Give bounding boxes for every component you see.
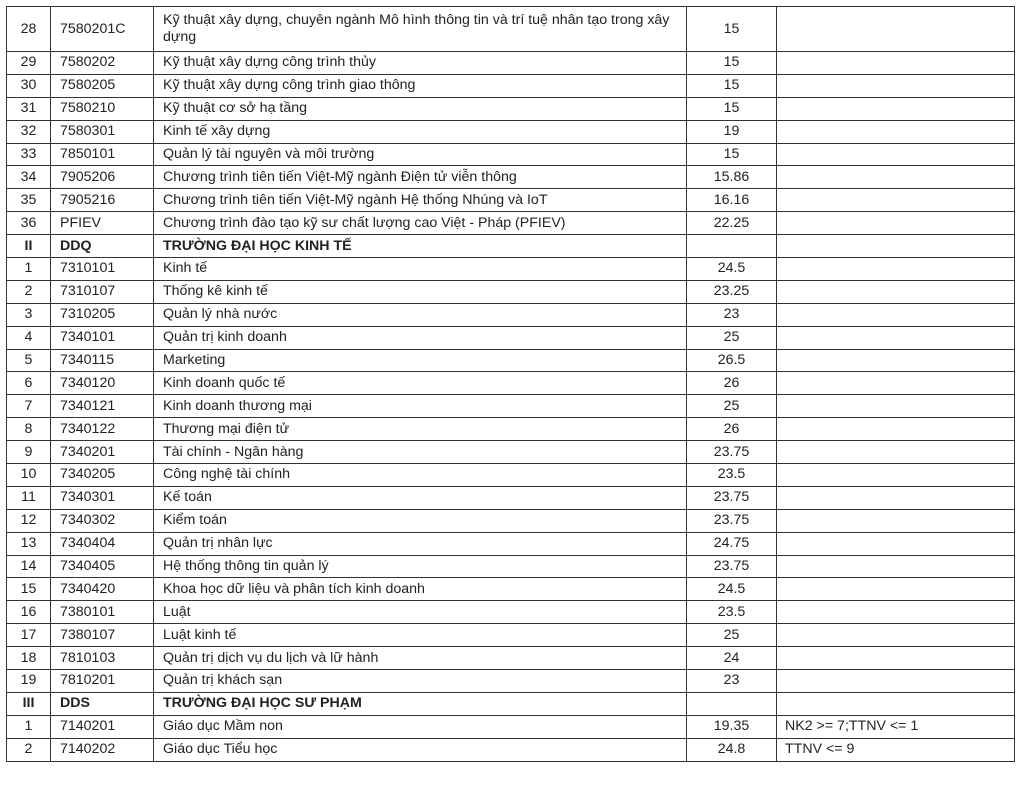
cutoff-score-cell: 24.75 bbox=[687, 532, 777, 555]
table-row bbox=[7, 326, 1015, 349]
note-cell bbox=[777, 120, 1015, 143]
major-name-cell: Kinh doanh thương mại bbox=[154, 395, 687, 418]
cutoff-score-cell: 26 bbox=[687, 418, 777, 441]
major-code-cell: 7340302 bbox=[51, 509, 154, 532]
cutoff-score-cell: 15 bbox=[687, 97, 777, 120]
admission-scores-document bbox=[6, 6, 1015, 762]
major-name-cell: Kế toán bbox=[154, 486, 687, 509]
major-code-cell: 7340405 bbox=[51, 555, 154, 578]
cutoff-score-cell: 23.5 bbox=[687, 464, 777, 487]
major-name-cell: Hệ thống thông tin quản lý bbox=[154, 555, 687, 578]
major-name-cell: Thương mại điện tử bbox=[154, 418, 687, 441]
cutoff-score-cell: 24.5 bbox=[687, 258, 777, 281]
cutoff-score-cell: 24.8 bbox=[687, 738, 777, 761]
table-row bbox=[7, 578, 1015, 601]
major-name-cell: Luật kinh tế bbox=[154, 624, 687, 647]
table-row bbox=[7, 74, 1015, 97]
major-code-cell: 7340404 bbox=[51, 532, 154, 555]
note-cell bbox=[777, 395, 1015, 418]
note-cell bbox=[777, 280, 1015, 303]
row-number-cell: 3 bbox=[7, 303, 51, 326]
major-code-cell: 7340301 bbox=[51, 486, 154, 509]
note-cell bbox=[777, 578, 1015, 601]
cutoff-score-cell: 15.86 bbox=[687, 166, 777, 189]
major-name-cell: Quản trị kinh doanh bbox=[154, 326, 687, 349]
major-name-cell: Quản lý tài nguyên và môi trường bbox=[154, 143, 687, 166]
major-name-cell: Chương trình tiên tiến Việt-Mỹ ngành Hệ thống Nhúng và IoT bbox=[154, 189, 687, 212]
major-code-cell: 7580210 bbox=[51, 97, 154, 120]
row-number-cell: 14 bbox=[7, 555, 51, 578]
cutoff-score-cell: 22.25 bbox=[687, 212, 777, 235]
note-cell bbox=[777, 74, 1015, 97]
major-name-cell: Giáo dục Tiểu học bbox=[154, 738, 687, 761]
admission-scores-table bbox=[6, 6, 1015, 762]
note-cell bbox=[777, 555, 1015, 578]
major-name-cell: Luật bbox=[154, 601, 687, 624]
major-code-cell: 7380101 bbox=[51, 601, 154, 624]
row-number-cell: 2 bbox=[7, 738, 51, 761]
note-cell: NK2 >= 7;TTNV <= 1 bbox=[777, 715, 1015, 738]
major-name-cell: Kinh doanh quốc tế bbox=[154, 372, 687, 395]
major-code-cell: 7810103 bbox=[51, 647, 154, 670]
note-cell bbox=[777, 97, 1015, 120]
table-row bbox=[7, 7, 1015, 52]
major-name-cell: Quản trị khách sạn bbox=[154, 670, 687, 693]
note-cell bbox=[777, 258, 1015, 281]
note-cell bbox=[777, 303, 1015, 326]
section-header-row bbox=[7, 692, 1015, 715]
cutoff-score-cell bbox=[687, 235, 777, 258]
table-row bbox=[7, 120, 1015, 143]
row-number-cell: II bbox=[7, 235, 51, 258]
row-number-cell: 1 bbox=[7, 715, 51, 738]
table-body bbox=[7, 7, 1015, 762]
row-number-cell: 30 bbox=[7, 74, 51, 97]
major-code-cell: 7310107 bbox=[51, 280, 154, 303]
note-cell bbox=[777, 52, 1015, 75]
cutoff-score-cell: 15 bbox=[687, 7, 777, 52]
note-cell bbox=[777, 7, 1015, 52]
note-cell bbox=[777, 372, 1015, 395]
row-number-cell: 15 bbox=[7, 578, 51, 601]
table-row bbox=[7, 486, 1015, 509]
cutoff-score-cell: 24.5 bbox=[687, 578, 777, 601]
major-code-cell: 7340115 bbox=[51, 349, 154, 372]
major-name-cell: Khoa học dữ liệu và phân tích kinh doanh bbox=[154, 578, 687, 601]
table-row bbox=[7, 166, 1015, 189]
major-code-cell: 7340120 bbox=[51, 372, 154, 395]
note-cell bbox=[777, 326, 1015, 349]
major-code-cell: 7380107 bbox=[51, 624, 154, 647]
table-row bbox=[7, 532, 1015, 555]
row-number-cell: 1 bbox=[7, 258, 51, 281]
cutoff-score-cell: 23 bbox=[687, 303, 777, 326]
table-row bbox=[7, 509, 1015, 532]
row-number-cell: 12 bbox=[7, 509, 51, 532]
major-code-cell: 7310205 bbox=[51, 303, 154, 326]
major-code-cell: 7905206 bbox=[51, 166, 154, 189]
row-number-cell: 18 bbox=[7, 647, 51, 670]
note-cell bbox=[777, 441, 1015, 464]
major-name-cell: Giáo dục Mầm non bbox=[154, 715, 687, 738]
table-row bbox=[7, 738, 1015, 761]
major-code-cell: 7580205 bbox=[51, 74, 154, 97]
table-row bbox=[7, 715, 1015, 738]
note-cell bbox=[777, 166, 1015, 189]
table-row bbox=[7, 258, 1015, 281]
major-code-cell: 7140201 bbox=[51, 715, 154, 738]
cutoff-score-cell: 19 bbox=[687, 120, 777, 143]
major-name-cell: TRƯỜNG ĐẠI HỌC KINH TẾ bbox=[154, 235, 687, 258]
major-code-cell: 7580201C bbox=[51, 7, 154, 52]
major-name-cell: Kỹ thuật xây dựng, chuyên ngành Mô hình thông tin và trí tuệ nhân tạo trong xây dựng bbox=[154, 7, 687, 52]
major-code-cell: 7850101 bbox=[51, 143, 154, 166]
row-number-cell: 36 bbox=[7, 212, 51, 235]
table-row bbox=[7, 189, 1015, 212]
table-row bbox=[7, 418, 1015, 441]
row-number-cell: 31 bbox=[7, 97, 51, 120]
note-cell bbox=[777, 509, 1015, 532]
major-name-cell: Công nghệ tài chính bbox=[154, 464, 687, 487]
row-number-cell: 29 bbox=[7, 52, 51, 75]
row-number-cell: 16 bbox=[7, 601, 51, 624]
row-number-cell: 11 bbox=[7, 486, 51, 509]
row-number-cell: 34 bbox=[7, 166, 51, 189]
note-cell bbox=[777, 670, 1015, 693]
row-number-cell: 32 bbox=[7, 120, 51, 143]
cutoff-score-cell: 23.25 bbox=[687, 280, 777, 303]
note-cell bbox=[777, 464, 1015, 487]
note-cell: TTNV <= 9 bbox=[777, 738, 1015, 761]
cutoff-score-cell: 23.75 bbox=[687, 441, 777, 464]
note-cell bbox=[777, 189, 1015, 212]
note-cell bbox=[777, 212, 1015, 235]
major-code-cell: 7340121 bbox=[51, 395, 154, 418]
note-cell bbox=[777, 486, 1015, 509]
cutoff-score-cell: 25 bbox=[687, 624, 777, 647]
cutoff-score-cell: 23.5 bbox=[687, 601, 777, 624]
section-header-row bbox=[7, 235, 1015, 258]
major-name-cell: Kinh tế bbox=[154, 258, 687, 281]
row-number-cell: 9 bbox=[7, 441, 51, 464]
note-cell bbox=[777, 235, 1015, 258]
row-number-cell: 17 bbox=[7, 624, 51, 647]
table-row bbox=[7, 212, 1015, 235]
table-row bbox=[7, 52, 1015, 75]
major-name-cell: Thống kê kinh tế bbox=[154, 280, 687, 303]
major-name-cell: Kỹ thuật cơ sở hạ tầng bbox=[154, 97, 687, 120]
note-cell bbox=[777, 532, 1015, 555]
major-code-cell: 7340205 bbox=[51, 464, 154, 487]
major-name-cell: Kinh tế xây dựng bbox=[154, 120, 687, 143]
cutoff-score-cell: 19.35 bbox=[687, 715, 777, 738]
major-code-cell: 7580202 bbox=[51, 52, 154, 75]
major-code-cell: 7340420 bbox=[51, 578, 154, 601]
major-code-cell: 7905216 bbox=[51, 189, 154, 212]
table-row bbox=[7, 143, 1015, 166]
major-name-cell: Quản trị nhân lực bbox=[154, 532, 687, 555]
cutoff-score-cell: 16.16 bbox=[687, 189, 777, 212]
major-name-cell: Tài chính - Ngân hàng bbox=[154, 441, 687, 464]
table-row bbox=[7, 97, 1015, 120]
note-cell bbox=[777, 624, 1015, 647]
major-name-cell: Marketing bbox=[154, 349, 687, 372]
major-code-cell: 7340122 bbox=[51, 418, 154, 441]
table-row bbox=[7, 372, 1015, 395]
note-cell bbox=[777, 418, 1015, 441]
row-number-cell: 5 bbox=[7, 349, 51, 372]
major-name-cell: Kỹ thuật xây dựng công trình thủy bbox=[154, 52, 687, 75]
table-row bbox=[7, 624, 1015, 647]
row-number-cell: 10 bbox=[7, 464, 51, 487]
note-cell bbox=[777, 601, 1015, 624]
major-code-cell: PFIEV bbox=[51, 212, 154, 235]
cutoff-score-cell: 23 bbox=[687, 670, 777, 693]
row-number-cell: 28 bbox=[7, 7, 51, 52]
cutoff-score-cell bbox=[687, 692, 777, 715]
major-name-cell: Chương trình tiên tiến Việt-Mỹ ngành Điện tử viễn thông bbox=[154, 166, 687, 189]
row-number-cell: 7 bbox=[7, 395, 51, 418]
row-number-cell: 6 bbox=[7, 372, 51, 395]
major-name-cell: Quản lý nhà nước bbox=[154, 303, 687, 326]
row-number-cell: 35 bbox=[7, 189, 51, 212]
cutoff-score-cell: 23.75 bbox=[687, 555, 777, 578]
note-cell bbox=[777, 692, 1015, 715]
cutoff-score-cell: 15 bbox=[687, 52, 777, 75]
major-code-cell: 7140202 bbox=[51, 738, 154, 761]
table-row bbox=[7, 464, 1015, 487]
table-row bbox=[7, 647, 1015, 670]
row-number-cell: 19 bbox=[7, 670, 51, 693]
row-number-cell: 2 bbox=[7, 280, 51, 303]
table-row bbox=[7, 303, 1015, 326]
major-code-cell: 7340201 bbox=[51, 441, 154, 464]
major-code-cell: DDS bbox=[51, 692, 154, 715]
table-row bbox=[7, 670, 1015, 693]
table-row bbox=[7, 280, 1015, 303]
cutoff-score-cell: 23.75 bbox=[687, 486, 777, 509]
note-cell bbox=[777, 143, 1015, 166]
note-cell bbox=[777, 647, 1015, 670]
cutoff-score-cell: 15 bbox=[687, 143, 777, 166]
row-number-cell: III bbox=[7, 692, 51, 715]
table-row bbox=[7, 395, 1015, 418]
row-number-cell: 13 bbox=[7, 532, 51, 555]
row-number-cell: 8 bbox=[7, 418, 51, 441]
table-row bbox=[7, 601, 1015, 624]
major-name-cell: TRƯỜNG ĐẠI HỌC SƯ PHẠM bbox=[154, 692, 687, 715]
cutoff-score-cell: 26.5 bbox=[687, 349, 777, 372]
note-cell bbox=[777, 349, 1015, 372]
major-code-cell: 7580301 bbox=[51, 120, 154, 143]
table-row bbox=[7, 555, 1015, 578]
cutoff-score-cell: 26 bbox=[687, 372, 777, 395]
major-code-cell: 7340101 bbox=[51, 326, 154, 349]
row-number-cell: 33 bbox=[7, 143, 51, 166]
major-name-cell: Kỹ thuật xây dựng công trình giao thông bbox=[154, 74, 687, 97]
major-code-cell: DDQ bbox=[51, 235, 154, 258]
table-row bbox=[7, 349, 1015, 372]
cutoff-score-cell: 25 bbox=[687, 395, 777, 418]
major-code-cell: 7810201 bbox=[51, 670, 154, 693]
table-row bbox=[7, 441, 1015, 464]
major-name-cell: Kiểm toán bbox=[154, 509, 687, 532]
cutoff-score-cell: 24 bbox=[687, 647, 777, 670]
cutoff-score-cell: 23.75 bbox=[687, 509, 777, 532]
cutoff-score-cell: 25 bbox=[687, 326, 777, 349]
cutoff-score-cell: 15 bbox=[687, 74, 777, 97]
major-name-cell: Chương trình đào tạo kỹ sư chất lượng cao Việt - Pháp (PFIEV) bbox=[154, 212, 687, 235]
row-number-cell: 4 bbox=[7, 326, 51, 349]
major-code-cell: 7310101 bbox=[51, 258, 154, 281]
major-name-cell: Quản trị dịch vụ du lịch và lữ hành bbox=[154, 647, 687, 670]
